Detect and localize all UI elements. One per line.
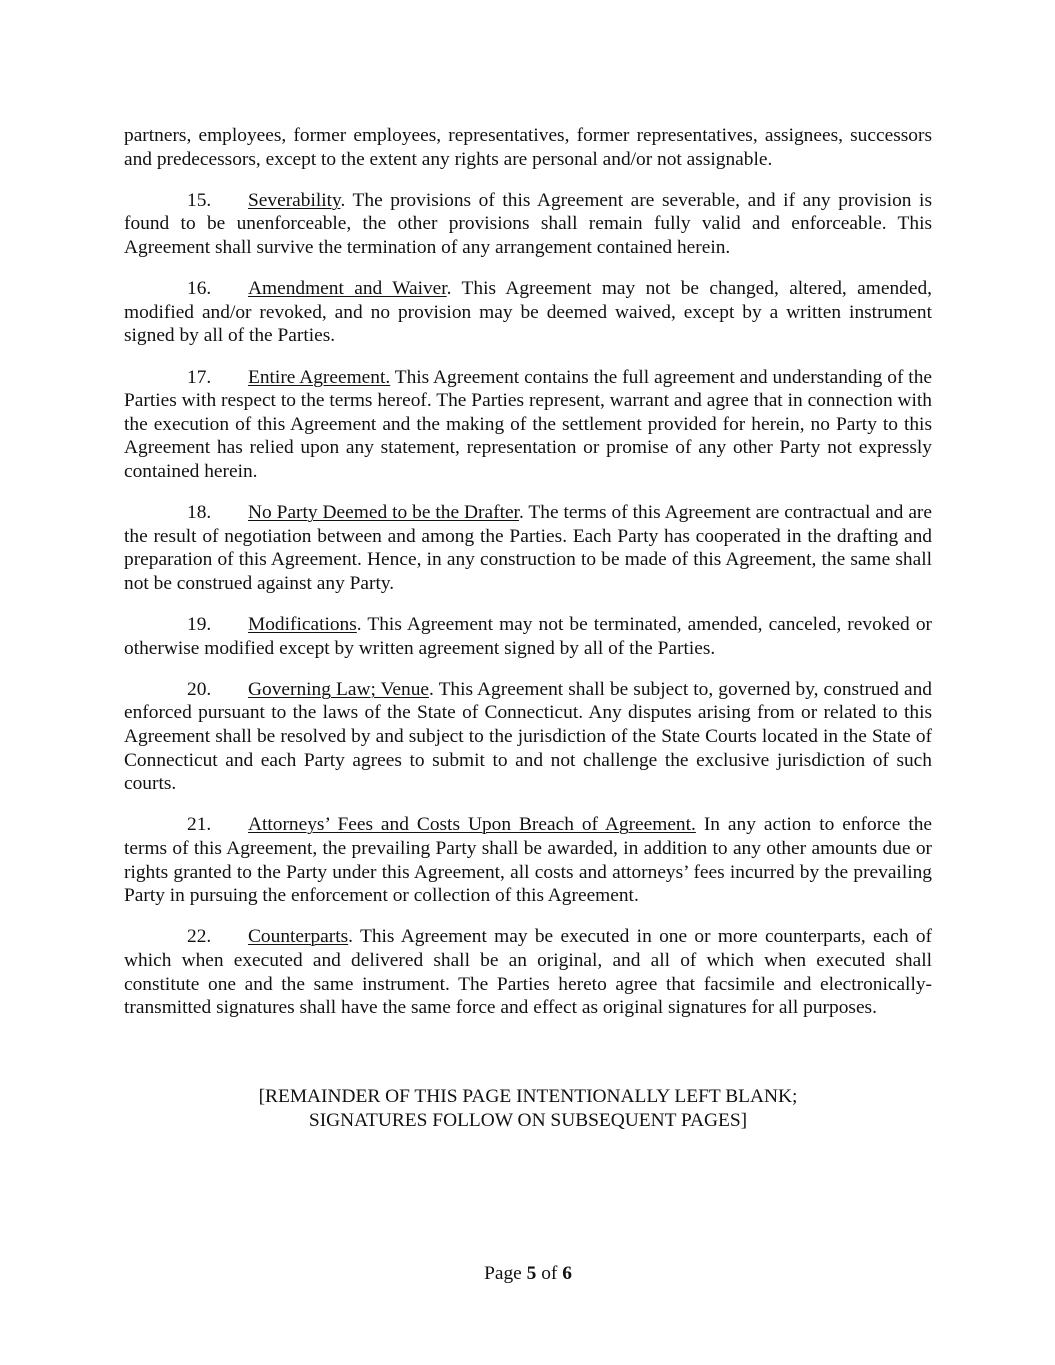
section-17 bbox=[124, 366, 932, 484]
section-number: 15. bbox=[187, 189, 212, 211]
section-heading: No Party Deemed to be the Drafter bbox=[248, 502, 519, 524]
section-body: This Agreement shall be subject to, governed by, construed and enforced pursuant to the laws of the State of Connecticut. Any disputes arising from or related to this Agreement shall be resolved by and subject to the jurisdiction of the State Courts located in the State of Connecticut and each Party agrees to submit to and not challenge the exclusive jurisdiction of such courts. bbox=[124, 678, 932, 795]
section-body: This Agreement may be executed in one or more counterparts, each of which when executed and delivered shall be an original, and all of which when executed shall constitute one and the same instrument. The Parties hereto agree that facsimile and electronically-transmitted signatures shall have the same force and effect as original signatures for all purposes. bbox=[124, 926, 932, 1019]
page-total: 6 bbox=[562, 1263, 572, 1284]
section-21 bbox=[124, 813, 932, 907]
heading-suffix: . bbox=[446, 278, 452, 300]
remainder-line-2: SIGNATURES FOLLOW ON SUBSEQUENT PAGES] bbox=[308, 1109, 748, 1131]
section-number: 19. bbox=[187, 614, 212, 636]
section-body: In any action to enforce the terms of this Agreement, the prevailing Party shall be awarded, in addition to any other amounts due or rights granted to the Party under this Agreement, all costs and attorneys’ fees incurred by the prevailing Party in pursuing the enforcement or collection of this Agreement. bbox=[124, 814, 933, 907]
section-body: The terms of this Agreement are contractual and are the result of negotiation between and among the Parties. Each Party has cooperated in the drafting and preparation of this Agreement. Hence, in any construction to be made of this Agreement, the same shall not be construed against any Party. bbox=[124, 502, 932, 594]
page-current: 5 bbox=[526, 1263, 537, 1284]
page-prefix: Page bbox=[484, 1263, 527, 1284]
remainder-line-1: [REMAINDER OF THIS PAGE INTENTIONALLY LEFT BLANK; bbox=[258, 1086, 798, 1107]
section-number: 16. bbox=[187, 278, 212, 300]
document-body bbox=[124, 124, 932, 1037]
section-number: 20. bbox=[187, 678, 212, 700]
section-number: 21. bbox=[187, 814, 212, 836]
section-22 bbox=[124, 925, 932, 1019]
remainder-notice bbox=[124, 1085, 932, 1132]
heading-suffix: . bbox=[340, 189, 346, 211]
section-body: The provisions of this Agreement are severable, and if any provision is found to be unenforceable, the other provisions shall remain fully valid and enforceable. This Agreement shall survive the termination of any arrangement contained herein. bbox=[124, 189, 932, 258]
page-of: of bbox=[536, 1263, 563, 1284]
section-body: This Agreement contains the full agreement and understanding of the Parties with respect to the terms hereof. The Parties represent, warrant and agree that in connection with the execution of this Agreement and the making of the settlement provided for herein, no Party to this Agreement has relied upon any statement, representation or promise of any other Party not expressly contained herein. bbox=[124, 366, 932, 482]
section-number: 22. bbox=[187, 926, 212, 948]
section-body: This Agreement may not be terminated, amended, canceled, revoked or otherwise modified except by written agreement signed by all of the Parties. bbox=[124, 614, 932, 659]
heading-suffix: . bbox=[518, 502, 524, 524]
section-18 bbox=[124, 501, 932, 595]
heading-suffix: . bbox=[348, 926, 354, 948]
section-heading: Amendment and Waiver bbox=[248, 278, 447, 300]
section-body: This Agreement may not be changed, altered, amended, modified and/or revoked, and no provision may be deemed waived, except by a written instrument signed by all of the Parties. bbox=[124, 278, 932, 347]
section-heading: Modifications bbox=[248, 614, 357, 636]
section-heading: Attorneys’ Fees and Costs Upon Breach of Agreement. bbox=[248, 814, 696, 836]
heading-suffix: . bbox=[429, 678, 434, 700]
page-footer bbox=[124, 1262, 932, 1286]
section-heading: Governing Law; Venue bbox=[248, 678, 430, 700]
section-number: 18. bbox=[187, 502, 212, 524]
continuation-paragraph: partners, employees, former employees, representatives, former representatives, assignees, successors and predecessors, except to the extent any rights are personal and/or not assignable. bbox=[124, 125, 932, 170]
heading-suffix: . bbox=[356, 614, 362, 636]
section-heading: Severability bbox=[248, 189, 341, 211]
section-15 bbox=[124, 189, 932, 260]
section-heading: Entire Agreement. bbox=[248, 366, 391, 388]
section-16 bbox=[124, 277, 932, 348]
section-19 bbox=[124, 613, 932, 660]
section-number: 17. bbox=[187, 366, 212, 388]
section-heading: Counterparts bbox=[248, 926, 349, 948]
section-20 bbox=[124, 678, 932, 796]
